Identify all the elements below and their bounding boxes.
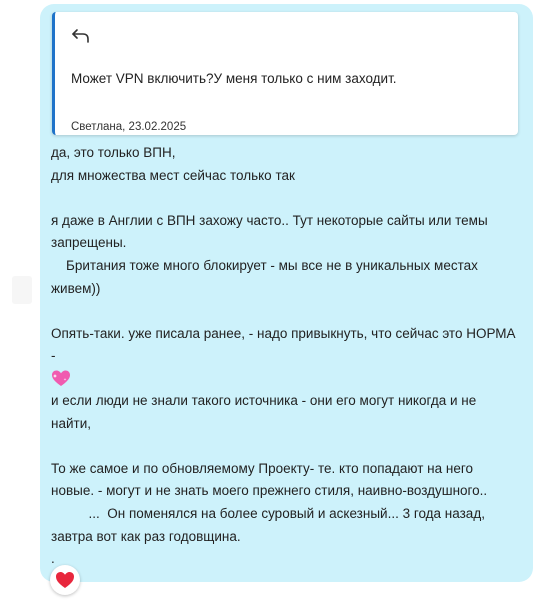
quoted-text: Может VPN включить?У меня только с ним заходит.: [71, 71, 397, 86]
message-line: [51, 187, 521, 210]
message-line: запрещены.: [51, 235, 127, 251]
quoted-message[interactable]: [52, 12, 518, 135]
reply-arrow-icon: [71, 28, 91, 44]
message-line: .: [51, 551, 55, 567]
message-line: для множества мест сейчас только так: [51, 167, 295, 183]
message-line: да, это только ВПН,: [51, 145, 176, 160]
message-line: Британия тоже много блокирует - мы все не в уникальных местах: [51, 257, 478, 273]
message-line: и если люди не знали такого источника - они его могут никогда и не: [51, 392, 477, 408]
side-handle: [12, 276, 32, 304]
message-line: -: [51, 348, 56, 364]
message-line: То же самое и по обновляемому Проекту- те. кто попадают на него: [51, 460, 473, 476]
heart-reaction-button[interactable]: [50, 565, 80, 595]
message-line: новые. - могут и не знать моего прежнего стиля, наивно-воздушного..: [51, 483, 488, 499]
message-line: найти,: [51, 415, 91, 431]
message-line: живем)): [51, 280, 101, 296]
red-heart-icon: [55, 571, 75, 589]
message-line: [51, 300, 521, 323]
sparkling-heart-emoji: [51, 368, 521, 390]
message-line: завтра вот как раз годовщина.: [51, 528, 241, 544]
message-line: Опять-таки. уже писала ранее, - надо привыкнуть, что сейчас это НОРМА: [51, 325, 516, 341]
message-line: ... Он поменялся на более суровый и аскезный... 3 года назад,: [51, 505, 485, 521]
message-line: [51, 435, 521, 458]
quoted-author-date: Светлана, 23.02.2025: [71, 121, 187, 133]
sparkling-heart-icon: [51, 369, 71, 389]
message-line: я даже в Англии с ВПН захожу часто.. Тут некоторые сайты или темы: [51, 212, 488, 228]
message-text: [51, 142, 521, 571]
